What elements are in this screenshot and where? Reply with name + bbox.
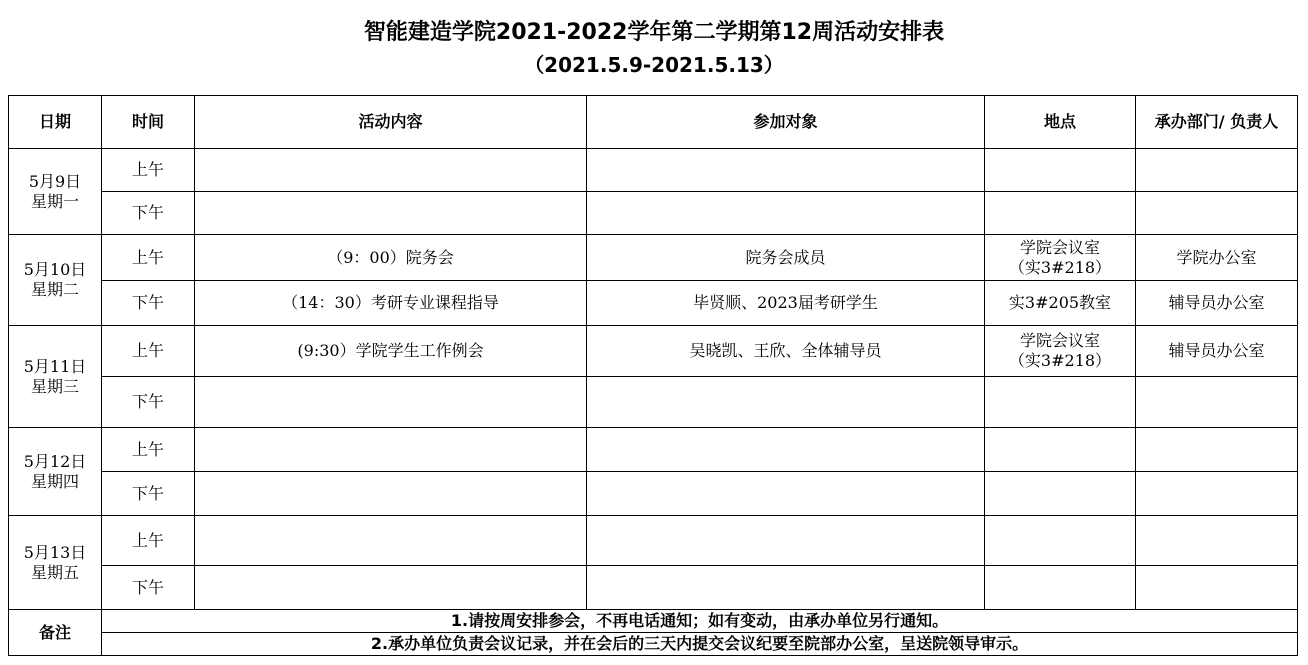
organizer-cell [1136,472,1298,516]
date-label: 5月12日 [23,451,87,471]
header-row [9,96,1298,149]
content-cell: （9：00）院务会 [195,235,587,281]
time-cell: 上午 [102,516,195,566]
table-row [9,516,1298,566]
date-label: 5月13日 [23,542,87,562]
date-cell [9,326,102,428]
time-cell: 下午 [102,566,195,610]
organizer-cell [1136,149,1298,192]
participants-cell: 吴晓凯、王欣、全体辅导员 [587,326,985,377]
header-organizer: 承办部门/ 负责人 [1136,96,1298,149]
location-cell [985,149,1136,192]
header-content: 活动内容 [195,96,587,149]
schedule-table [8,95,1298,656]
date-label: 5月10日 [23,260,87,279]
weekday-label: 星期二 [30,280,79,299]
location-cell [985,377,1136,428]
time-cell: 下午 [102,472,195,516]
weekday-label: 星期四 [30,471,79,491]
location-cell [985,428,1136,472]
note-line-2: 2.承办单位负责会议记录，并在会后的三天内提交会议纪要至院部办公室，呈送院领导审示。 [102,633,1298,656]
organizer-cell [1136,377,1298,428]
time-cell: 下午 [102,281,195,326]
header-date: 日期 [9,96,102,149]
date-cell [9,235,102,326]
content-cell [195,149,587,192]
participants-cell [587,149,985,192]
table-row [9,326,1298,377]
organizer-cell: 辅导员办公室 [1136,326,1298,377]
notes-row [9,610,1298,633]
participants-cell: 院务会成员 [587,235,985,281]
document-date-range: （2021.5.9-2021.5.13） [524,53,784,77]
table-row [9,281,1298,326]
date-cell [9,428,102,516]
date-cell [9,149,102,235]
location-cell [985,192,1136,235]
organizer-cell: 学院办公室 [1136,235,1298,281]
participants-cell [587,428,985,472]
note-line-1: 1.请按周安排参会，不再电话通知；如有变动，由承办单位另行通知。 [102,610,1298,633]
organizer-cell [1136,192,1298,235]
organizer-cell [1136,516,1298,566]
location-cell [985,472,1136,516]
content-cell [195,566,587,610]
date-label: 5月9日 [28,171,82,191]
time-cell: 上午 [102,428,195,472]
content-cell [195,428,587,472]
table-row [9,428,1298,472]
date-label: 5月11日 [23,356,87,376]
table-row [9,192,1298,235]
table-row [9,377,1298,428]
location-cell [985,566,1136,610]
time-cell: 上午 [102,235,195,281]
content-cell: （14：30）考研专业课程指导 [195,281,587,326]
participants-cell [587,377,985,428]
content-cell [195,516,587,566]
notes-row [9,633,1298,656]
participants-cell [587,516,985,566]
table-row [9,472,1298,516]
content-cell: (9:30）学院学生工作例会 [195,326,587,377]
header-participants: 参加对象 [587,96,985,149]
header-location: 地点 [985,96,1136,149]
time-cell: 下午 [102,377,195,428]
table-row [9,566,1298,610]
time-cell: 下午 [102,192,195,235]
participants-cell [587,472,985,516]
date-cell [9,516,102,610]
participants-cell [587,192,985,235]
organizer-cell [1136,428,1298,472]
header-time: 时间 [102,96,195,149]
content-cell [195,192,587,235]
content-cell [195,472,587,516]
location-cell: 学院会议室 （实3#218） [985,326,1136,377]
location-cell [985,516,1136,566]
weekday-label: 星期三 [30,376,79,396]
document-title: 智能建造学院2021-2022学年第二学期第12周活动安排表 [363,20,945,45]
participants-cell: 毕贤顺、2023届考研学生 [587,281,985,326]
table-row [9,235,1298,281]
participants-cell [587,566,985,610]
organizer-cell: 辅导员办公室 [1136,281,1298,326]
content-cell [195,377,587,428]
notes-label: 备注 [9,610,102,656]
time-cell: 上午 [102,149,195,192]
location-cell: 实3#205教室 [985,281,1136,326]
weekday-label: 星期五 [30,562,79,582]
time-cell: 上午 [102,326,195,377]
table-row [9,149,1298,192]
location-cell: 学院会议室 （实3#218） [985,235,1136,281]
organizer-cell [1136,566,1298,610]
weekday-label: 星期一 [30,191,79,211]
